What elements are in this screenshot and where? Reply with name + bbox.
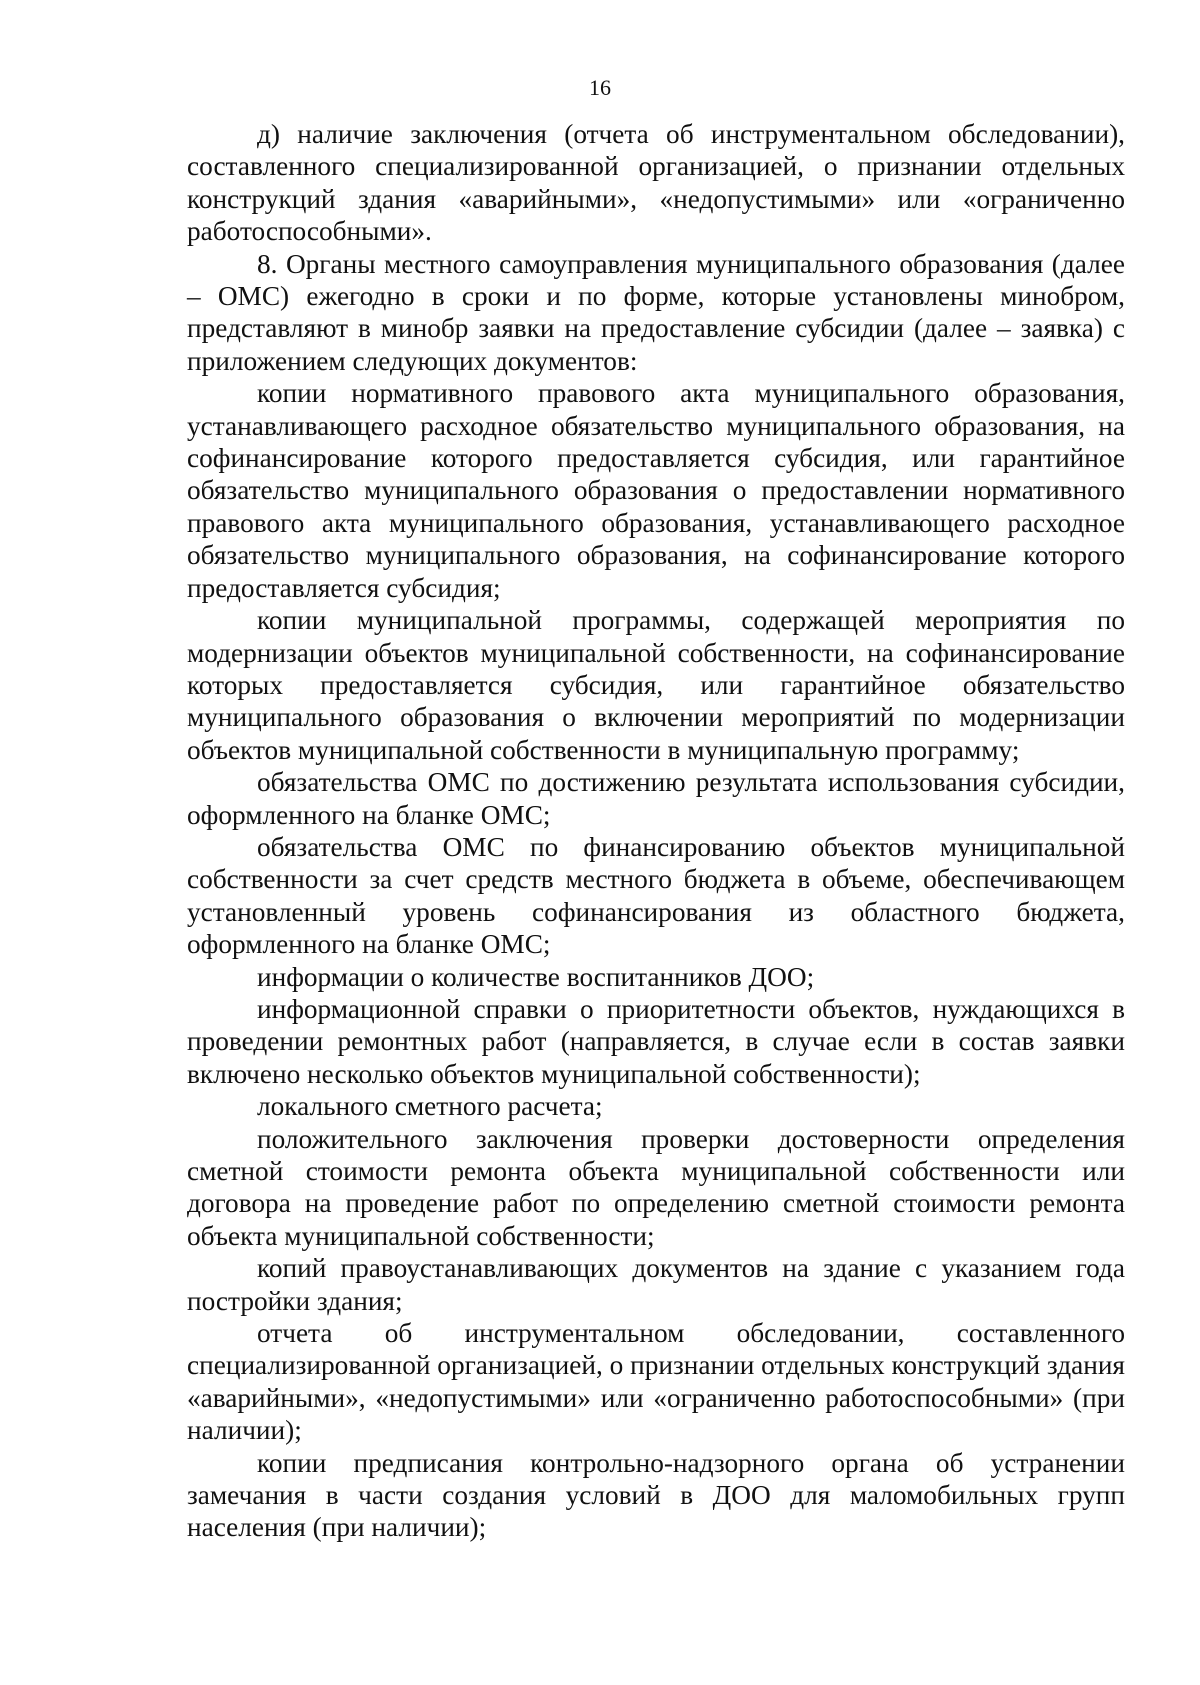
document-body	[187, 118, 1125, 1544]
paragraph-8-applications: 8. Органы местного самоуправления муниципального образования (далее – ОМС) ежегодно в сроки и по форме, которые установлены минобром, представляют в минобр заявки на предоставление субсидии (далее – заявка) с приложением следующих документов:	[187, 248, 1125, 376]
list-item: обязательства ОМС по достижению результата использования субсидии, оформленного на бланке ОМС;	[187, 767, 1125, 830]
list-item: информационной справки о приоритетности объектов, нуждающихся в проведении ремонтных работ (направляется, в случае если в состав заявки включено несколько объектов муниципальной собственности);	[187, 993, 1125, 1089]
list-item: копии муниципальной программы, содержащей мероприятия по модернизации объектов муниципальной собственности, на софинансирование которых предоставляется субсидия, или гарантийное обязательство муниципального образования о включении мероприятий по модернизации объектов муниципальной собственности в муниципальную программу;	[187, 605, 1125, 765]
list-item: копии предписания контрольно-надзорного органа об устранении замечания в части создания условий в ДОО для маломобильных групп населения (при наличии);	[187, 1447, 1125, 1543]
list-item: положительного заключения проверки достоверности определения сметной стоимости ремонта объекта муниципальной собственности или договора на проведение работ по определению сметной стоимости ремонта объекта муниципальной собственности;	[187, 1123, 1125, 1251]
list-item: обязательства ОМС по финансированию объектов муниципальной собственности за счет средств местного бюджета в объеме, обеспечивающем установленный уровень софинансирования из областного бюджета, оформленного на бланке ОМС;	[187, 831, 1125, 960]
page-number: 16	[589, 75, 611, 100]
list-item: информации о количестве воспитанников ДОО;	[257, 961, 815, 992]
paragraph-d-conclusion: д) наличие заключения (отчета об инструментальном обследовании), составленного специализированной организацией, о признании отдельных конструкций здания «аварийными», «недопустимыми» или «ограниченно работоспособными».	[187, 119, 1125, 247]
list-item: отчета об инструментальном обследовании, составленного специализированной организацией, о признании отдельных конструкций здания «аварийными», «недопустимыми» или «ограниченно работоспособными» (при наличии);	[187, 1318, 1125, 1446]
list-item: копий правоустанавливающих документов на здание с указанием года постройки здания;	[187, 1253, 1125, 1316]
list-item: локального сметного расчета;	[257, 1091, 603, 1122]
list-item: копии нормативного правового акта муниципального образования, устанавливающего расходное обязательство муниципального образования, на софинансирование которого предоставляется субсидия, или гарантийное обязательство муниципального образования о предоставлении нормативного правового акта муниципального образования, устанавливающего расходное обязательство муниципального образования, на софинансирование которого предоставляется субсидия;	[187, 378, 1125, 603]
